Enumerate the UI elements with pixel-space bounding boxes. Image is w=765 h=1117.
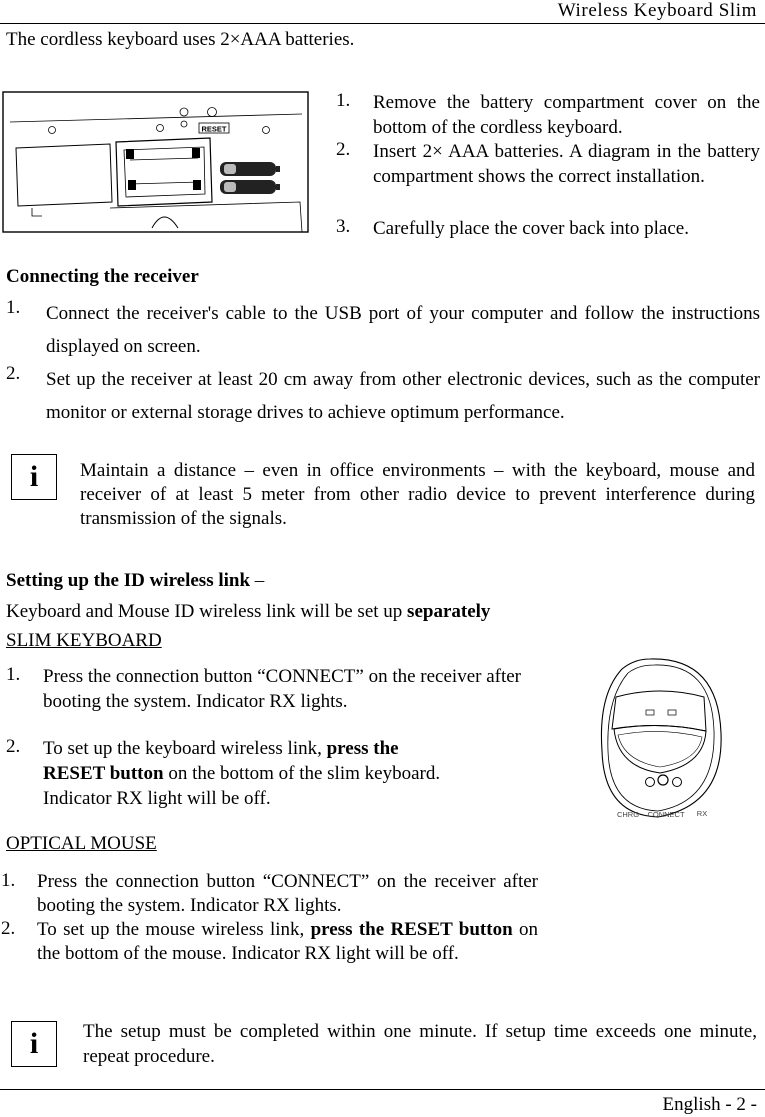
section-heading-receiver: Connecting the receiver <box>6 266 199 287</box>
battery-compartment-figure <box>2 90 310 234</box>
step-number: 1. <box>1 870 16 891</box>
step-number: 2. <box>1 918 16 939</box>
label-chrg: CHRG <box>616 810 640 819</box>
intro-text: Keyboard and Mouse ID wireless link will be set up <box>6 601 408 622</box>
step-text-bold: RESET button <box>390 919 513 940</box>
step-number: 1. <box>6 664 21 685</box>
step-text: Press the connection button “CONNECT” on the receiver after booting the system. Indicator RX lights. <box>37 871 538 916</box>
battery-icon <box>220 162 280 176</box>
receiver-step-1 <box>6 297 760 363</box>
header-rule <box>0 23 765 24</box>
intro-bold: separately <box>407 601 491 622</box>
step-text: Insert 2× AAA batteries. A diagram in the battery compartment shows the correct installation. <box>373 141 760 187</box>
footer-rule <box>0 1089 765 1090</box>
step-text: Connect the receiver's cable to the USB port of your computer and follow the instructions displayed on screen. <box>46 303 760 357</box>
receiver-step-2 <box>6 363 760 429</box>
mouse-step-2 <box>1 918 538 966</box>
step-number: 3. <box>336 216 351 237</box>
step-text: Set up the receiver at least 20 cm away from other electronic devices, such as the computer monitor or external storage drives to achieve optimum performance. <box>46 369 760 423</box>
step-number: 1. <box>6 297 21 318</box>
running-header: Wireless Keyboard Slim <box>557 0 757 21</box>
keyboard-step-1 <box>6 664 526 714</box>
step-text-pre: To set up the mouse wireless link, <box>37 919 311 940</box>
step-number: 2. <box>336 139 351 160</box>
info-icon: i <box>11 1021 57 1067</box>
step-number: 2. <box>6 736 21 757</box>
step-text <box>43 736 493 811</box>
battery-step-2 <box>336 139 760 214</box>
subheading-slim-keyboard: SLIM KEYBOARD <box>6 630 162 651</box>
label-connect: CONNECT <box>647 810 685 819</box>
step-text <box>37 918 538 966</box>
battery-intro: The cordless keyboard uses 2×AAA batteries. <box>6 29 355 50</box>
battery-step-3 <box>336 216 760 241</box>
step-text-pre: To set up the keyboard wireless link, <box>43 738 327 759</box>
step-text-bold: press the <box>310 919 385 940</box>
step-text: Remove the battery compartment cover on the bottom of the cordless keyboard. <box>373 92 760 138</box>
page-number: English - 2 - <box>662 1094 757 1115</box>
step-text-bold: press the <box>326 738 399 759</box>
keyboard-step-2 <box>6 736 526 811</box>
usb-receiver-figure <box>590 655 730 823</box>
battery-icon <box>220 180 280 194</box>
battery-step-1 <box>336 90 760 140</box>
step-text: Press the connection button “CONNECT” on the receiver after booting the system. Indicator RX lights. <box>43 666 522 712</box>
step-text-post: on the bottom of the mouse. Indicator RX light will be off. <box>37 919 538 964</box>
mouse-step-1 <box>1 870 538 918</box>
info-note-distance: Maintain a distance – even in office environments – with the keyboard, mouse and receiver of at least 5 meter from other radio device to prevent interference during transmission of the signals. <box>80 460 755 529</box>
section-heading-id-link <box>6 570 264 592</box>
heading-text: Setting up the ID wireless link <box>6 570 251 591</box>
subheading-optical-mouse: OPTICAL MOUSE <box>6 833 157 854</box>
step-number: 2. <box>6 363 21 384</box>
heading-suffix: – <box>250 570 265 591</box>
label-rx: RX <box>696 809 708 818</box>
info-icon: i <box>11 454 57 500</box>
reset-label: RESET <box>201 124 227 134</box>
step-text-post: on the bottom of the slim keyboard. Indicator RX light will be off. <box>43 763 441 809</box>
id-link-intro <box>6 601 490 623</box>
step-text-bold: RESET button <box>43 763 164 784</box>
step-text: Carefully place the cover back into place. <box>373 218 689 239</box>
step-number: 1. <box>336 90 351 111</box>
info-note-time-limit: The setup must be completed within one minute. If setup time exceeds one minute, repeat procedure. <box>83 1021 757 1067</box>
